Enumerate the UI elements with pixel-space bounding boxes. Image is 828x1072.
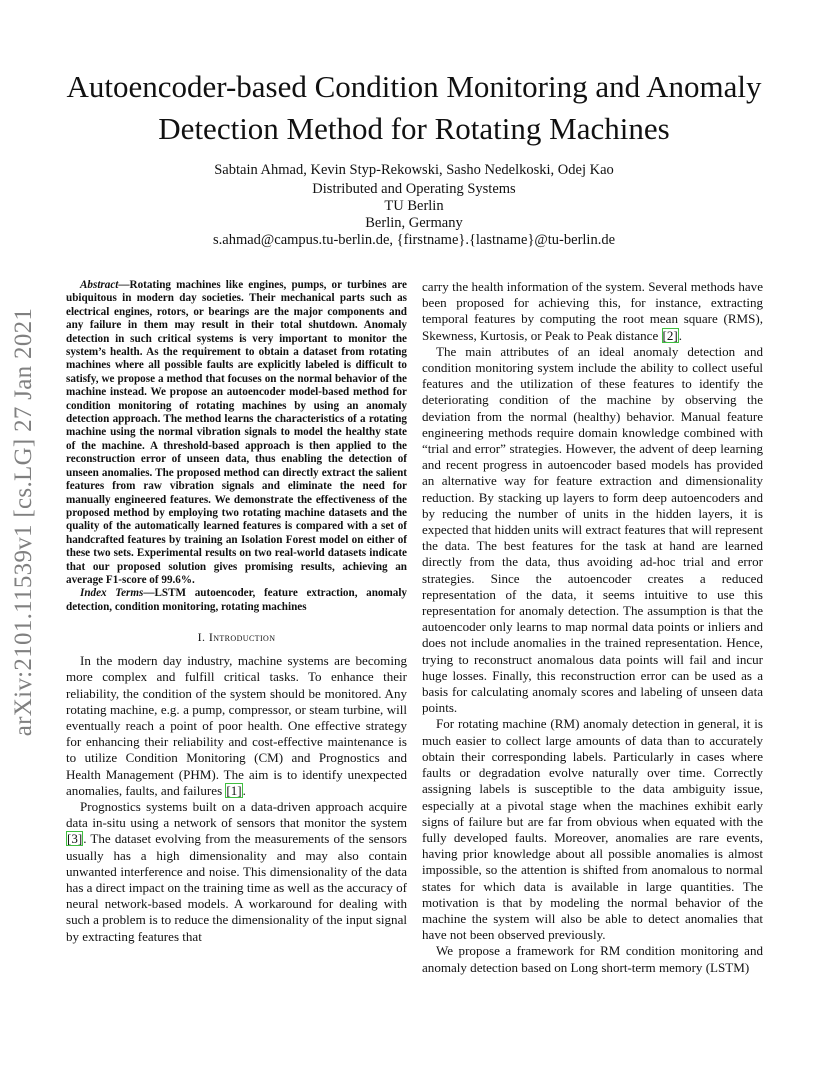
paragraph-text: In the modern day industry, machine systems are becoming more complex and fulfill critical tasks. To enhance their reliability, the condition of the system should be monitored. Any rotating machine, e.g. a pump, compressor, or steam turbine, will eventually reach a point of poor health. One effective strategy for enhancing their reliability and cost-effective maintenance is to utilize Condition Monitoring (CM) and Prognostics and Health Management (PHM). The aim is to identify unexpected anomalies, faults, and failures: [66, 653, 407, 798]
paragraph-text: carry the health information of the system. Several methods have been proposed for achieving this, for instance, extracting temporal features by computing the root mean square (RMS), Skewness, Kurtosis, or Peak to Peak distance: [422, 279, 763, 343]
citation-link[interactable]: [1]: [226, 782, 242, 798]
body-paragraph-2: The main attributes of an ideal anomaly detection and condition monitoring system include the ability to collect useful features and the utilization of these features to identify the deteriorating condition of the machine by observing the deviation from the normal (healthy) behavior. Manual feature engineering methods require domain knowledge combined with “trial and error” strategies. However, the advent of deep learning and recent progress in autoencoder based models has provided an alternative way for feature extraction and dimensionality reduction. By stacking up layers to form deep autoencoders and by reducing the number of units in the hidden layers, it is expected that hidden units will extract features that will represent the data. The best features for the task at hand are learned directly from the data, thus avoiding ad-hoc trial and error strategies. Since the autoencoder creates a reduced representation of the data, it seems intuitive to use this representation for anomaly detection. The assumption is that the autoencoder only learns to map normal data points or inliers and does not include anomalies in the trained representation. Hence, trying to reconstruct anomalous data points will fail and incur huge losses. Finally, this reconstruction error can be used as a basis for calculating anomaly scores and labeling of unseen data points.: [422, 343, 763, 716]
paragraph-text: .: [242, 782, 246, 798]
arxiv-stamp: arXiv:2101.11539v1 [cs.LG] 27 Jan 2021: [10, 307, 37, 737]
index-terms: [66, 587, 407, 614]
author-emails: s.ahmad@campus.tu-berlin.de, {firstname}.{lastname}@tu-berlin.de: [212, 232, 616, 248]
section-number: I.: [197, 630, 209, 645]
section-heading-introduction: [66, 630, 407, 645]
author-institution: TU Berlin: [384, 198, 444, 214]
body-paragraph-4: We propose a framework for RM condition monitoring and anomaly detection based on Long short-term memory (LSTM): [422, 943, 763, 975]
paragraph-text: Prognostics systems built on a data-driven approach acquire data in-situ using a network of sensors that monitor the system: [66, 798, 407, 831]
author-department: Distributed and Operating Systems: [312, 181, 516, 197]
author-names: Sabtain Ahmad, Kevin Styp-Rekowski, Sasho Nedelkoski, Odej Kao: [214, 162, 614, 178]
author-block: [40, 162, 788, 249]
body-paragraph-1: [422, 279, 763, 344]
body-paragraph-3: For rotating machine (RM) anomaly detection in general, it is much easier to collect large amounts of data than to accurately obtain their corresponding labels. Particularly in cases where faults or degradation evolve naturally over time. Correctly assigning labels is susceptible to the data ambiguity issue, especially at a pivotal stage when the machines exhibit early signs of failure but are far from obvious when equated with the fully developed faults. Moreover, anomalies are rare events, having prior knowledge about all possible anomalies is almost impossible, so the attention is shifted from anomalous to normal states for which data is available in large quantities. The motivation is that by modeling the normal behavior of the machine the system will also be able to detect anomalies that have not been observed previously.: [422, 716, 763, 943]
index-terms-dash: —: [143, 587, 155, 600]
abstract-text: Rotating machines like engines, pumps, or turbines are ubiquitous in modern day societies. Their mechanical parts such as electrical engines, rotors, or bearings are the major components and any failure in them may result in their total shutdown. Anomaly detection in such critical systems is very important to monitor the system’s health. As the requirement to obtain a dataset from rotating machines where all possible faults are explicitly labeled is difficult to satisfy, we propose a method that focuses on the normal behavior of the machine instead. We propose an autoencoder model-based method for condition monitoring of rotating machines by using an anomaly detection approach. The method learns the characteristics of a rotating machine using the normal vibration signals to model the healthy state of the machine. A threshold-based approach is then applied to the reconstruction error of unseen data, thus enabling the detection of unseen anomalies. The proposed method can directly extract the salient features from raw vibration signals and eliminate the need for manually engineered features. We demonstrate the effectiveness of the proposed method by employing two rotating machine datasets and the quality of the automatically learned features is compared with a set of handcrafted features by training an Isolation Forest model on either of these two sets. Experimental results on two real-world datasets indicate that our proposed solution gives promising results, achieving an average F1-score of 99.6%.: [66, 279, 407, 586]
citation-link[interactable]: [3]: [67, 831, 83, 847]
citation-link[interactable]: [2]: [662, 327, 678, 343]
paper-title: Autoencoder-based Condition Monitoring and Anomaly Detection Method for Rotating Machines: [66, 69, 762, 146]
section-title: Introduction: [208, 630, 276, 645]
index-terms-text: LSTM autoencoder, feature extraction, anomaly detection, condition monitoring, rotating machines: [66, 587, 407, 613]
abstract-dash: —: [118, 279, 130, 291]
intro-paragraph-1: [66, 653, 407, 799]
right-column: [422, 279, 763, 976]
intro-paragraph-2: [66, 799, 407, 945]
paragraph-text: .: [678, 327, 683, 343]
abstract: [66, 279, 407, 587]
left-column: [66, 279, 407, 945]
paragraph-text: . The dataset evolving from the measurements of the sensors usually has a high dimensionality and may also contain unwanted interference and noise. This dimensionality of the data has a direct impact on the training time as well as the accuracy of neural network-based models. A workaround for dealing with such a problem is to reduce the dimensionality of the input signal by extracting features that: [66, 831, 407, 944]
author-location: Berlin, Germany: [365, 215, 463, 231]
abstract-label: Abstract: [80, 279, 119, 291]
index-terms-label: Index Terms: [80, 587, 144, 600]
